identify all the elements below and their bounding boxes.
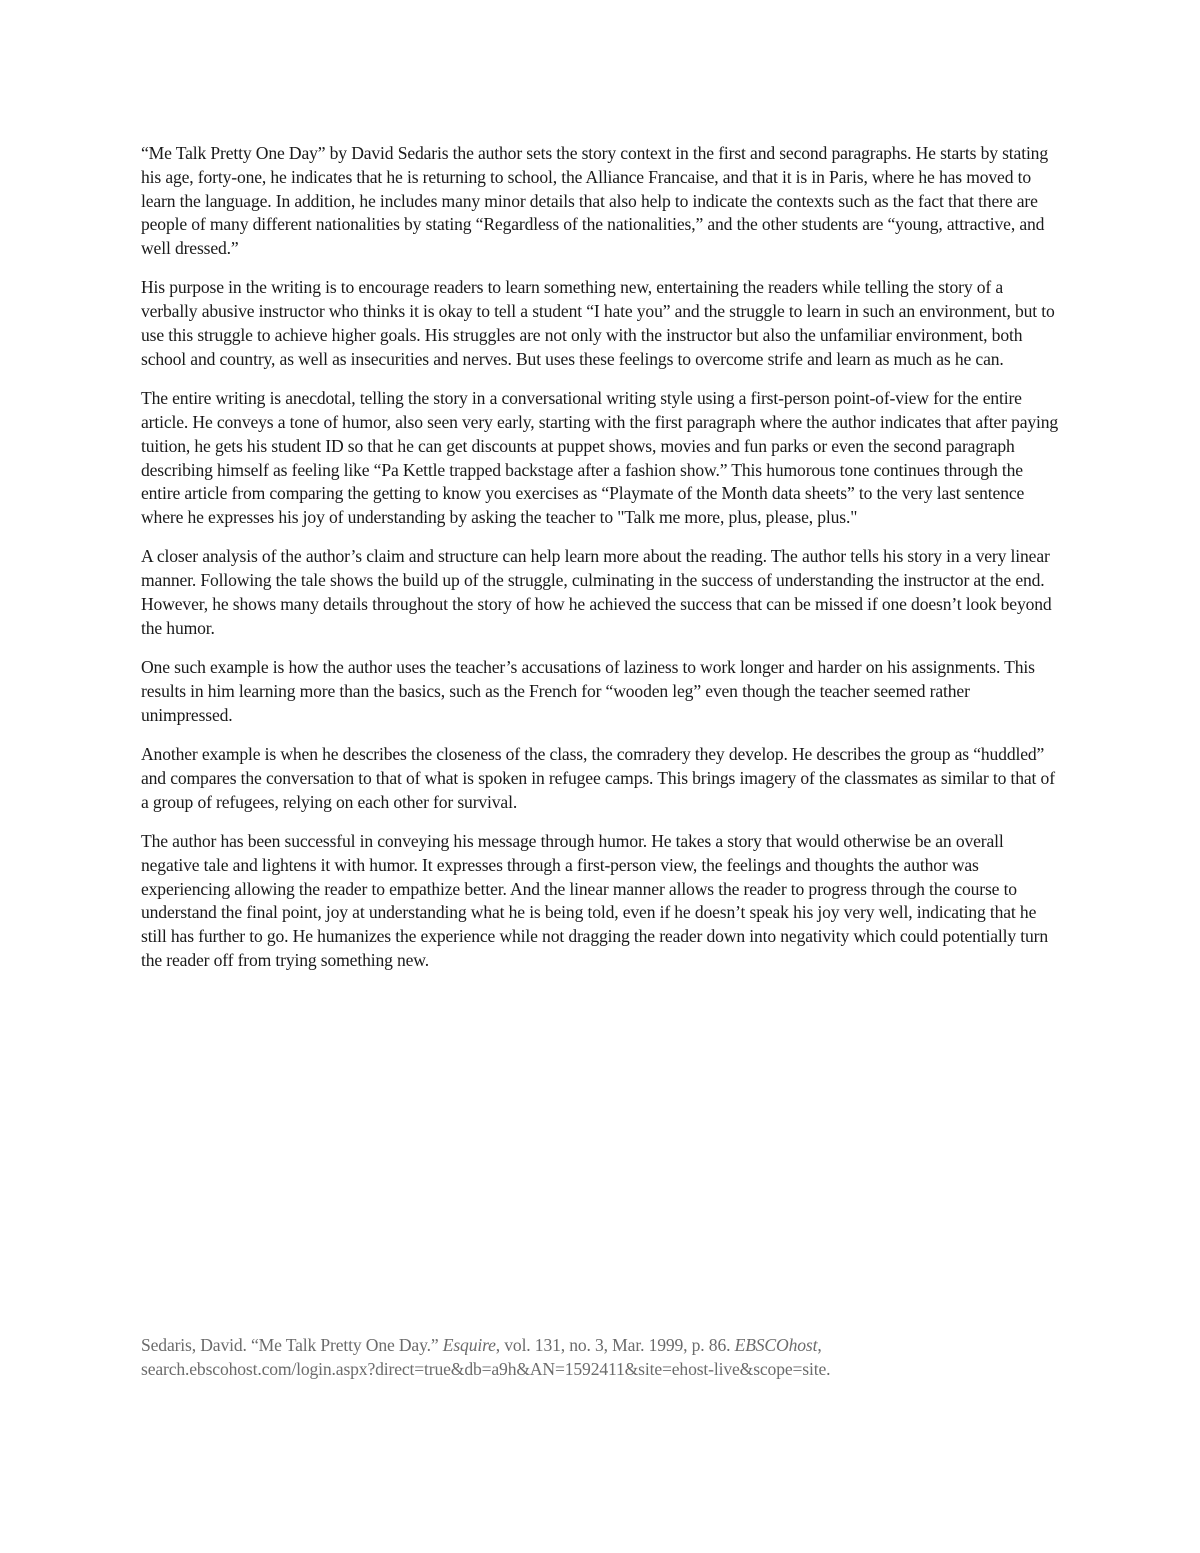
paragraph-3: The entire writing is anecdotal, telling the story in a conversational writing style using a first-person point-of-view for the entire article. He conveys a tone of humor, also seen very early, starting with the first paragraph where the author indicates that after paying tuition, he gets his student ID so that he can get discounts at puppet shows, movies and fun parks or even the second paragraph describing himself as feeling like “Pa Kettle trapped backstage after a fashion show.” This humorous tone continues through the entire article from comparing the getting to know you exercises as “Playmate of the Month data sheets” to the very last sentence where he expresses his joy of understanding by asking the teacher to "Talk me more, plus, please, plus." bbox=[141, 388, 1059, 528]
paragraph-1: “Me Talk Pretty One Day” by David Sedaris the author sets the story context in the first and second paragraphs. He starts by stating his age, forty-one, he indicates that he is returning to school, the Alliance Francaise, and that it is in Paris, where he has moved to learn the language. In addition, he includes many minor details that also help to indicate the contexts such as the fact that there are people of many different nationalities by stating “Regardless of the nationalities,” and the other students are “young, attractive, and well dressed.” bbox=[141, 143, 1048, 259]
paragraph-6: Another example is when he describes the closeness of the class, the comradery they develop. He describes the group as “huddled” and compares the conversation to that of what is spoken in refugee camps. This brings imagery of the classmates as similar to that of a group of refugees, relying on each other for survival. bbox=[141, 744, 1055, 812]
citation-database: EBSCOhost bbox=[734, 1335, 818, 1355]
paragraph-5: One such example is how the author uses the teacher’s accusations of laziness to work longer and harder on his assignments. This results in him learning more than the basics, such as the French for “wooden leg” even though the teacher seemed rather unimpressed. bbox=[141, 657, 1035, 725]
works-cited-entry bbox=[141, 1334, 1061, 1382]
paragraph-4: A closer analysis of the author’s claim and structure can help learn more about the reading. The author tells his story in a very linear manner. Following the tale shows the build up of the struggle, culminating in the success of understanding the instructor at the end. However, he shows many details throughout the story of how he achieved the success that can be missed if one doesn’t look beyond the humor. bbox=[141, 546, 1052, 638]
citation-author-title: Sedaris, David. “Me Talk Pretty One Day.” bbox=[141, 1335, 443, 1355]
paragraph-7: The author has been successful in conveying his message through humor. He takes a story that would otherwise be an overall negative tale and lightens it with humor. It expresses through a first-person view, the feelings and thoughts the author was experiencing allowing the reader to empathize better. And the linear manner allows the reader to progress through the course to understand the final point, joy at understanding what he is being told, even if he doesn’t speak his joy very well, indicating that he still has further to go. He humanizes the experience while not dragging the reader down into negativity which could potentially turn the reader off from trying something new. bbox=[141, 830, 1049, 970]
paragraph-2: His purpose in the writing is to encourage readers to learn something new, entertaining the readers while telling the story of a verbally abusive instructor who thinks it is okay to tell a student “I hate you” and the struggle to learn in such an environment, but to use this struggle to achieve higher goals. His struggles are not only with the instructor but also the unfamiliar environment, both school and country, as well as insecurities and nerves. But uses these feelings to overcome strife and learn as much as he can. bbox=[141, 277, 1055, 369]
citation-details: , vol. 131, no. 3, Mar. 1999, p. 86. bbox=[495, 1335, 735, 1355]
citation-journal: Esquire bbox=[442, 1335, 496, 1355]
essay-body bbox=[141, 142, 1061, 988]
citation-comma: , bbox=[817, 1335, 822, 1355]
citation-url: search.ebscohost.com/login.aspx?direct=true&db=a9h&AN=1592411&site=ehost-live&scope=site. bbox=[141, 1358, 831, 1379]
